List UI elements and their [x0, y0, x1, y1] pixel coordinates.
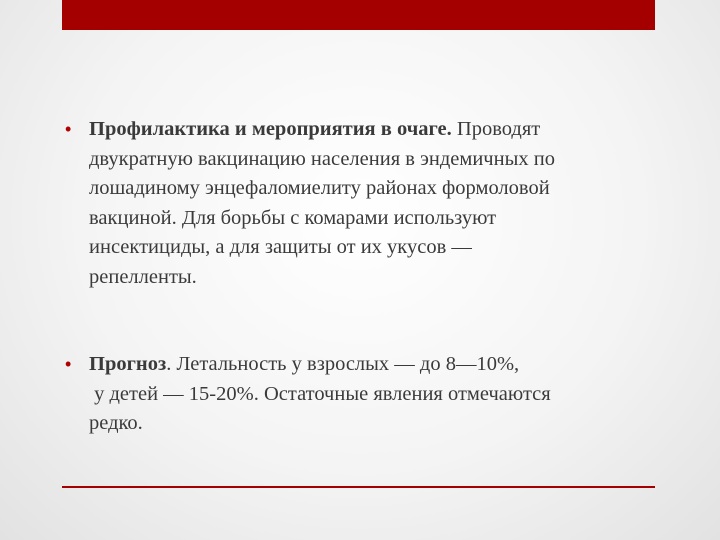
bottom-divider-line: [62, 486, 655, 488]
bullet-lead-text: Прогноз: [89, 353, 167, 375]
bullet-text-line: инсектициды, а для защиты от их укусов —: [89, 236, 472, 258]
bullet-text-line: вакциной. Для борьбы с комарами используют: [89, 206, 497, 229]
bullet-first-line: [89, 350, 652, 380]
bullet-text-line: Проводят: [456, 118, 541, 140]
slide-content: [62, 115, 652, 439]
bullet-lead-text: Профилактика и мероприятия в очаге.: [89, 118, 452, 140]
bullet-text-line: двукратную вакцинацию населения в эндемичных по: [89, 147, 555, 170]
bullet-text-line: редко.: [89, 412, 143, 434]
bullet-lead-suffix: .: [166, 353, 177, 375]
bullet-text-line: репелленты.: [89, 265, 197, 288]
bullet-text-line: у детей — 15-20%. Остаточные явления отмечаются: [89, 382, 551, 405]
bullet-marker: •: [65, 119, 72, 139]
bullet-item-prevention: [62, 115, 652, 292]
bullet-item-prognosis: [62, 350, 652, 439]
top-accent-bar: [62, 0, 655, 30]
bullet-marker: •: [65, 354, 72, 374]
bullet-text-line: Летальность у взрослых — до 8—10%,: [176, 353, 520, 375]
bullet-text-line: лошадиному энцефаломиелиту районах формоловой: [89, 177, 550, 199]
bullet-first-line: [89, 115, 652, 145]
